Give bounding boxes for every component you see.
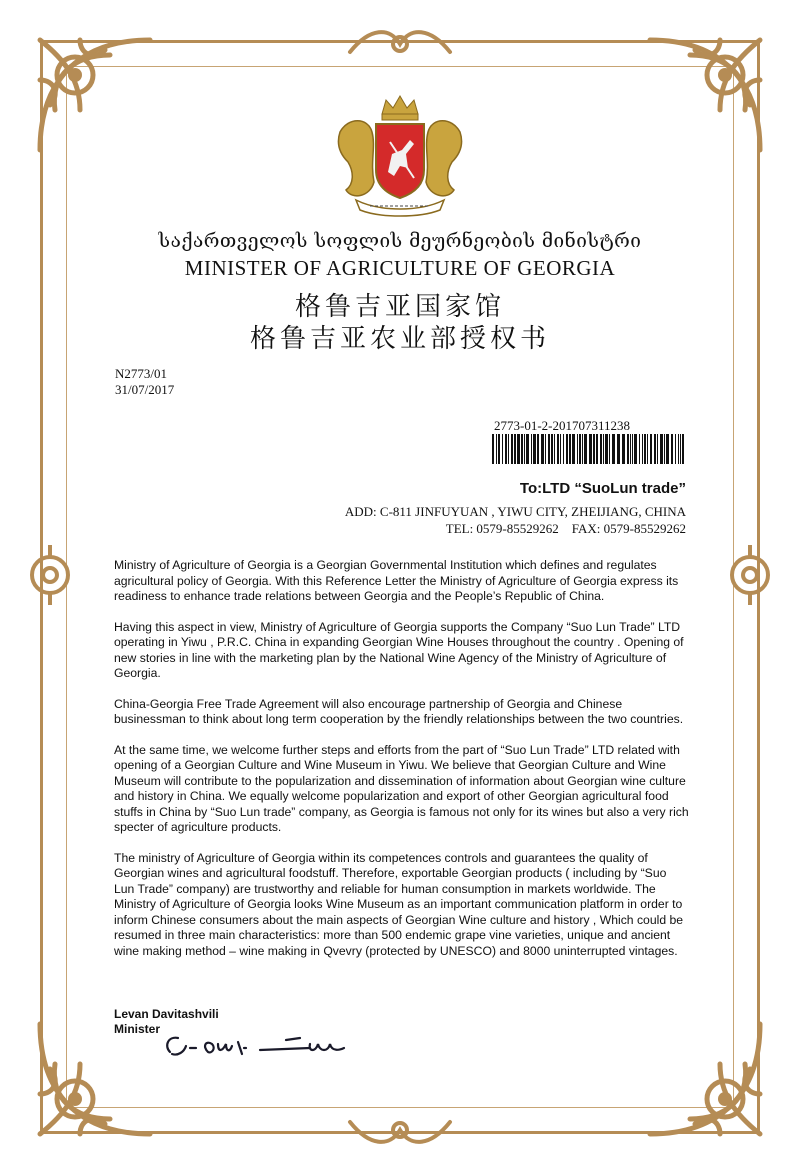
body-paragraph: China-Georgia Free Trade Agreement will also encourage partnership of Georgia and Chinese businessman to think about long term cooperation by the friendly relationships between the two countries. [114, 696, 684, 726]
body-paragraph: Having this aspect in view, Ministry of Agriculture of Georgia supports the Company “Suo Lun Trade” LTD operating in Yiwu , P.R.C. China in expanding Georgian Wine Houses throughout the country . Opening of new stories in line with the marketing plan by the National Wine Agency of the Ministry of Agriculture of Georgia. [114, 619, 684, 680]
body-paragraph: Ministry of Agriculture of Georgia is a Georgian Governmental Institution which defines and regulates agricultural policy of Georgia. With this Reference Letter the Ministry of Agriculture of Georgia express its readiness to enhance trade relations between Georgia and the People’s Republic of China. [114, 558, 679, 603]
reference-date: 31/07/2017 [115, 382, 175, 397]
top-ornament-icon [340, 22, 460, 66]
letter-body [114, 558, 689, 974]
bottom-ornament-icon [340, 1108, 460, 1152]
recipient-address-block [345, 503, 686, 537]
reference-block [115, 366, 174, 398]
corner-ornament-icon [630, 20, 780, 170]
signatory-title: Minister [114, 1022, 161, 1036]
barcode-icon [492, 434, 688, 464]
side-ornament-icon [720, 540, 780, 610]
recipient-address: ADD: C-811 JINFUYUAN , YIWU CITY, ZHEIJIANG, CHINA [344, 504, 686, 519]
title-georgian: საქართველოს სოფლის მეურნეობის მინისტრი [158, 230, 642, 252]
signatory-name: Levan Davitashvili [114, 1007, 219, 1021]
signature-icon [160, 1030, 350, 1064]
barcode-text: 2773-01-2-201707311238 [494, 418, 631, 433]
corner-ornament-icon [20, 20, 170, 170]
recipient-phone-fax: TEL: 0579-85529262 FAX: 0579-85529262 [445, 521, 686, 536]
title-chinese-2: 格鲁吉亚农业部授权书 [249, 324, 550, 354]
reference-number: N2773/01 [115, 366, 167, 381]
body-paragraph: At the same time, we welcome further steps and efforts from the part of “Suo Lun Trade” LTD related with opening of a Georgian Culture and Wine Museum in Yiwu. We believe that Georgian Culture and Wine Museum will contribute to the popularization and dissemination of information about Georgian wine culture and history in China. We equally welcome popularization and export of other Georgian agricultural food stuffs in China by “Suo Lun trade” company, as Georgia is famous not only for its wines but also a very rich specter of agriculture products. [114, 742, 689, 834]
side-ornament-icon [20, 540, 80, 610]
coat-of-arms-icon [330, 92, 470, 220]
title-chinese-1: 格鲁吉亚国家馆 [294, 292, 505, 322]
recipient-to: To:LTD “SuoLun trade” [519, 480, 686, 497]
corner-ornament-icon [630, 1004, 780, 1154]
body-paragraph: The ministry of Agriculture of Georgia within its competences controls and guarantees the quality of Georgian wines and agricultural foodstuff. Therefore, exportable Georgian products ( including by “Suo Lun Trade” company) are trustworthy and reliable for human consumption in markets worldwide. The Ministry of Agriculture of Georgia looks Wine Museum as an important communication platform in order to inform Chinese consumers about the main aspects of Georgian Wine culture and history , Which could be resumed in three main characteristics: more than 500 endemic grape vine varieties, unique and ancient wine making method – wine making in Qvevry (protected by UNESCO) and 8000 uninterrupted vintages. [114, 850, 684, 958]
title-english: MINISTER OF AGRICULTURE OF GEORGIA [184, 256, 616, 280]
